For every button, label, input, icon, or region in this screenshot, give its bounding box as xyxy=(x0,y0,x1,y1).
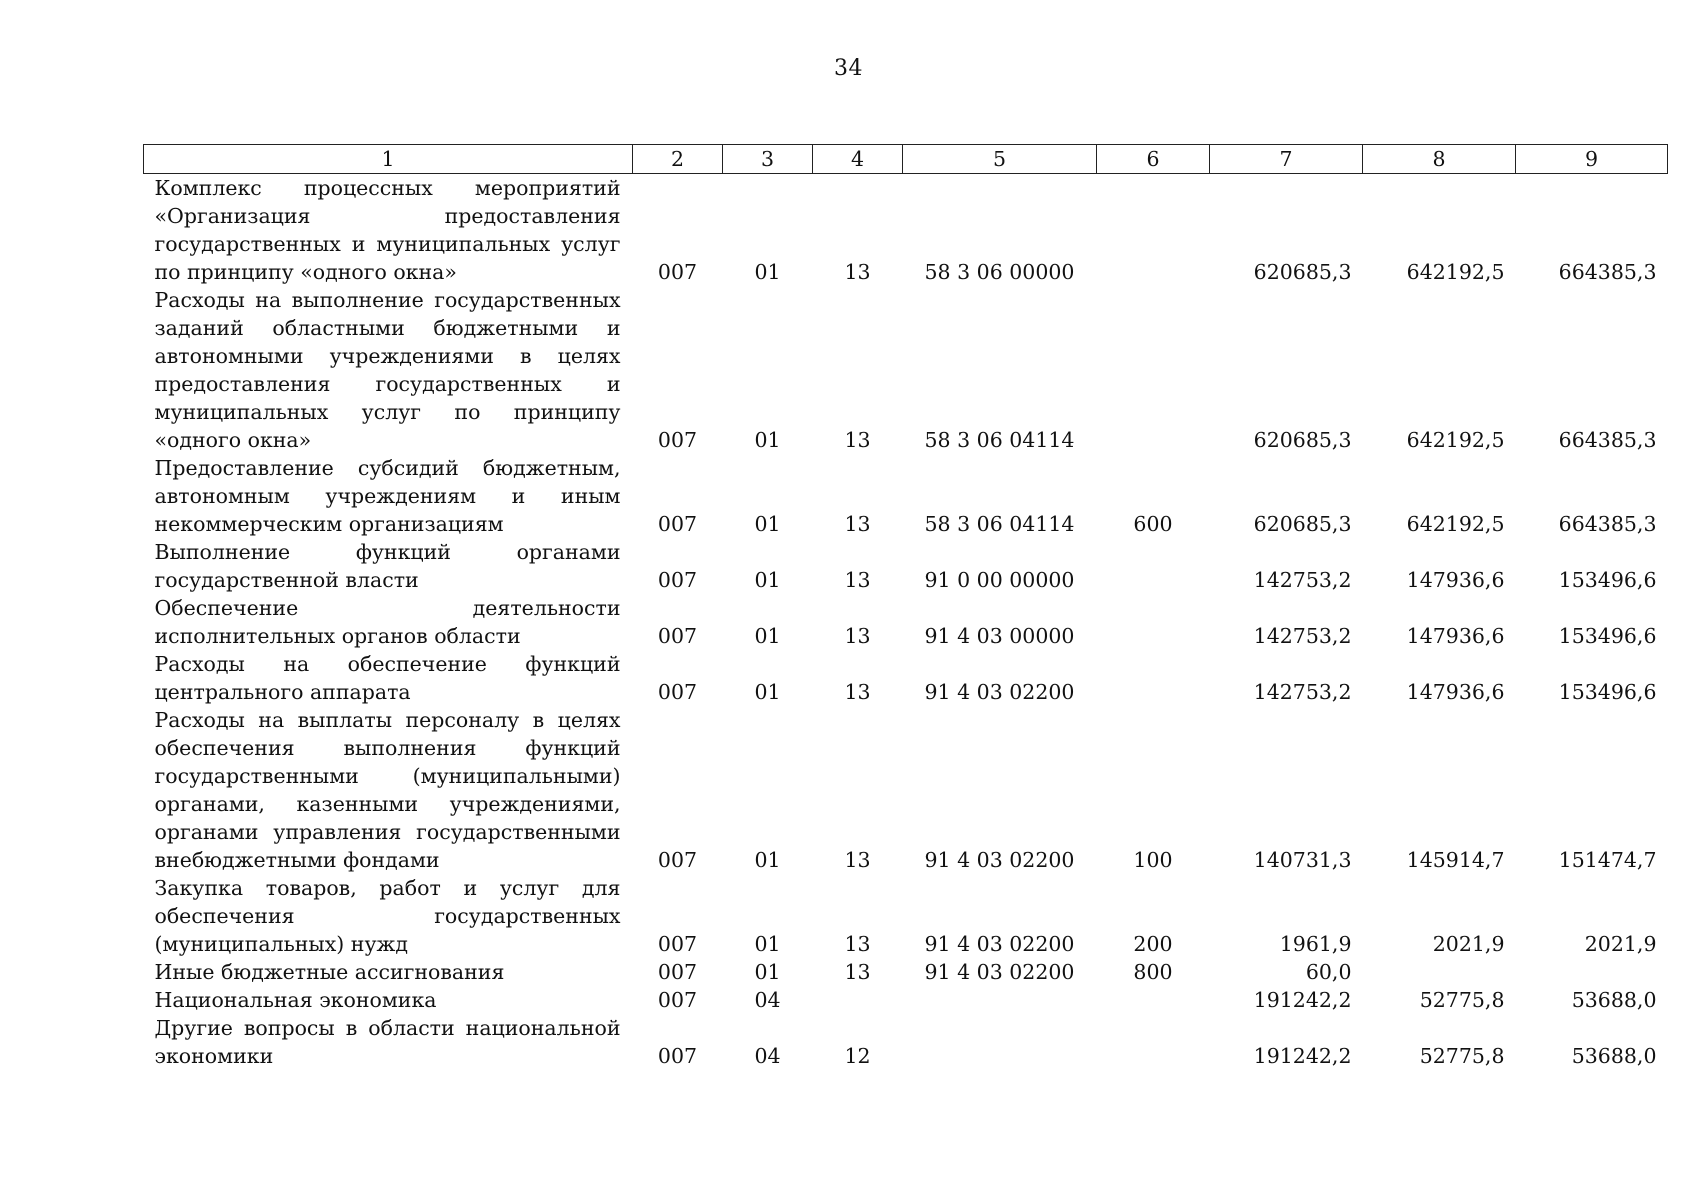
target-article-cell xyxy=(903,986,1097,1014)
amount-col7-cell: 142753,2 xyxy=(1253,568,1352,592)
budget-table xyxy=(143,144,1668,1070)
header-cell-8: 8 xyxy=(1363,145,1516,174)
expense-type-cell xyxy=(1097,594,1210,650)
expense-type-cell xyxy=(1097,986,1210,1014)
subsection-cell: 13 xyxy=(844,680,871,704)
row-name-cell: Расходы на обеспечение функций центрального аппарата xyxy=(154,652,621,704)
amount-col8-cell: 145914,7 xyxy=(1406,848,1505,872)
admin-code-cell: 007 xyxy=(657,568,698,592)
admin-code-cell: 007 xyxy=(657,512,698,536)
subsection-cell xyxy=(813,986,903,1014)
expense-type-cell: 200 xyxy=(1133,932,1173,956)
amount-col7-cell: 60,0 xyxy=(1305,960,1352,984)
table-row xyxy=(144,986,1668,1014)
admin-code-cell: 007 xyxy=(657,428,698,452)
section-cell: 01 xyxy=(754,680,781,704)
header-cell-5: 5 xyxy=(903,145,1097,174)
amount-col9-cell: 664385,3 xyxy=(1558,260,1657,284)
amount-col8-cell xyxy=(1363,958,1516,986)
target-article-cell: 58 3 06 04114 xyxy=(924,428,1075,452)
row-name-cell: Расходы на выполнение государственных заданий областными бюджетными и автономными учреждениями в целях предоставления государственных и муниципальных услуг по принципу «одного окна» xyxy=(154,288,621,452)
subsection-cell: 13 xyxy=(844,512,871,536)
admin-code-cell: 007 xyxy=(657,680,698,704)
amount-col9-cell: 53688,0 xyxy=(1571,988,1657,1012)
amount-col9-cell: 153496,6 xyxy=(1558,568,1657,592)
expense-type-cell xyxy=(1097,286,1210,454)
section-cell: 01 xyxy=(754,260,781,284)
amount-col7-cell: 620685,3 xyxy=(1253,260,1352,284)
target-article-cell: 91 4 03 02200 xyxy=(924,848,1075,872)
header-cell-7: 7 xyxy=(1210,145,1363,174)
table-row xyxy=(144,958,1668,986)
expense-type-cell: 100 xyxy=(1133,848,1173,872)
table-row xyxy=(144,538,1668,594)
table-row xyxy=(144,286,1668,454)
admin-code-cell: 007 xyxy=(657,260,698,284)
section-cell: 01 xyxy=(754,428,781,452)
amount-col9-cell: 2021,9 xyxy=(1584,932,1657,956)
row-name-cell: Предоставление субсидий бюджетным, автономным учреждениям и иным некоммерческим организациям xyxy=(154,456,621,536)
amount-col7-cell: 142753,2 xyxy=(1253,624,1352,648)
subsection-cell: 13 xyxy=(844,260,871,284)
table-body xyxy=(144,174,1668,1071)
amount-col8-cell: 147936,6 xyxy=(1406,568,1505,592)
expense-type-cell xyxy=(1097,1014,1210,1070)
row-name-cell: Национальная экономика xyxy=(154,988,437,1012)
amount-col9-cell: 153496,6 xyxy=(1558,680,1657,704)
amount-col8-cell: 642192,5 xyxy=(1406,428,1505,452)
subsection-cell: 13 xyxy=(844,568,871,592)
row-name-cell: Расходы на выплаты персоналу в целях обеспечения выполнения функций государственными (муниципальными) органами, казенными учреждениями, органами управления государственными внебюджетными фондами xyxy=(154,708,621,872)
target-article-cell: 58 3 06 04114 xyxy=(924,512,1075,536)
expense-type-cell: 800 xyxy=(1133,960,1173,984)
table-row xyxy=(144,174,1668,287)
admin-code-cell: 007 xyxy=(657,848,698,872)
amount-col8-cell: 147936,6 xyxy=(1406,680,1505,704)
row-name-cell: Другие вопросы в области национальной экономики xyxy=(154,1016,621,1068)
row-name-cell: Комплекс процессных мероприятий «Организация предоставления государственных и муниципальных услуг по принципу «одного окна» xyxy=(154,176,621,284)
amount-col8-cell: 2021,9 xyxy=(1432,932,1505,956)
amount-col9-cell: 664385,3 xyxy=(1558,428,1657,452)
target-article-cell: 91 4 03 02200 xyxy=(924,932,1075,956)
admin-code-cell: 007 xyxy=(657,932,698,956)
table-row xyxy=(144,1014,1668,1070)
amount-col9-cell: 153496,6 xyxy=(1558,624,1657,648)
section-cell: 01 xyxy=(754,848,781,872)
amount-col8-cell: 52775,8 xyxy=(1419,988,1505,1012)
subsection-cell: 12 xyxy=(844,1044,871,1068)
header-cell-9: 9 xyxy=(1516,145,1668,174)
amount-col7-cell: 191242,2 xyxy=(1253,988,1352,1012)
amount-col9-cell: 664385,3 xyxy=(1558,512,1657,536)
subsection-cell: 13 xyxy=(844,960,871,984)
section-cell: 01 xyxy=(754,512,781,536)
amount-col7-cell: 620685,3 xyxy=(1253,428,1352,452)
amount-col8-cell: 147936,6 xyxy=(1406,624,1505,648)
amount-col9-cell xyxy=(1516,958,1668,986)
amount-col7-cell: 142753,2 xyxy=(1253,680,1352,704)
section-cell: 01 xyxy=(754,932,781,956)
table-header xyxy=(144,145,1668,174)
admin-code-cell: 007 xyxy=(657,960,698,984)
section-cell: 01 xyxy=(754,568,781,592)
header-cell-2: 2 xyxy=(633,145,723,174)
amount-col8-cell: 52775,8 xyxy=(1419,1044,1505,1068)
amount-col9-cell: 151474,7 xyxy=(1558,848,1657,872)
amount-col7-cell: 140731,3 xyxy=(1253,848,1352,872)
admin-code-cell: 007 xyxy=(657,1044,698,1068)
target-article-cell: 91 0 00 00000 xyxy=(924,568,1075,592)
target-article-cell: 91 4 03 02200 xyxy=(924,960,1075,984)
subsection-cell: 13 xyxy=(844,932,871,956)
section-cell: 01 xyxy=(754,624,781,648)
section-cell: 04 xyxy=(754,988,781,1012)
table-row xyxy=(144,454,1668,538)
expense-type-cell xyxy=(1097,538,1210,594)
table-row xyxy=(144,874,1668,958)
target-article-cell: 91 4 03 00000 xyxy=(924,624,1075,648)
table-row xyxy=(144,594,1668,650)
section-cell: 01 xyxy=(754,960,781,984)
page-number: 34 xyxy=(834,56,863,81)
amount-col8-cell: 642192,5 xyxy=(1406,512,1505,536)
row-name-cell: Обеспечение деятельности исполнительных органов области xyxy=(154,596,621,648)
table-row xyxy=(144,706,1668,874)
row-name-cell: Выполнение функций органами государственной власти xyxy=(154,540,621,592)
target-article-cell: 91 4 03 02200 xyxy=(924,680,1075,704)
header-cell-1: 1 xyxy=(144,145,633,174)
expense-type-cell xyxy=(1097,174,1210,287)
target-article-cell xyxy=(903,1014,1097,1070)
expense-type-cell xyxy=(1097,650,1210,706)
subsection-cell: 13 xyxy=(844,624,871,648)
header-cell-3: 3 xyxy=(723,145,813,174)
subsection-cell: 13 xyxy=(844,428,871,452)
amount-col9-cell: 53688,0 xyxy=(1571,1044,1657,1068)
admin-code-cell: 007 xyxy=(657,624,698,648)
amount-col7-cell: 1961,9 xyxy=(1279,932,1352,956)
target-article-cell: 58 3 06 00000 xyxy=(924,260,1075,284)
amount-col7-cell: 620685,3 xyxy=(1253,512,1352,536)
header-cell-4: 4 xyxy=(813,145,903,174)
table-row xyxy=(144,650,1668,706)
amount-col8-cell: 642192,5 xyxy=(1406,260,1505,284)
subsection-cell: 13 xyxy=(844,848,871,872)
header-cell-6: 6 xyxy=(1097,145,1210,174)
header-row xyxy=(144,145,1668,174)
row-name-cell: Закупка товаров, работ и услуг для обеспечения государственных (муниципальных) нужд xyxy=(154,876,621,956)
amount-col7-cell: 191242,2 xyxy=(1253,1044,1352,1068)
expense-type-cell: 600 xyxy=(1133,512,1173,536)
section-cell: 04 xyxy=(754,1044,781,1068)
admin-code-cell: 007 xyxy=(657,988,698,1012)
row-name-cell: Иные бюджетные ассигнования xyxy=(154,960,505,984)
